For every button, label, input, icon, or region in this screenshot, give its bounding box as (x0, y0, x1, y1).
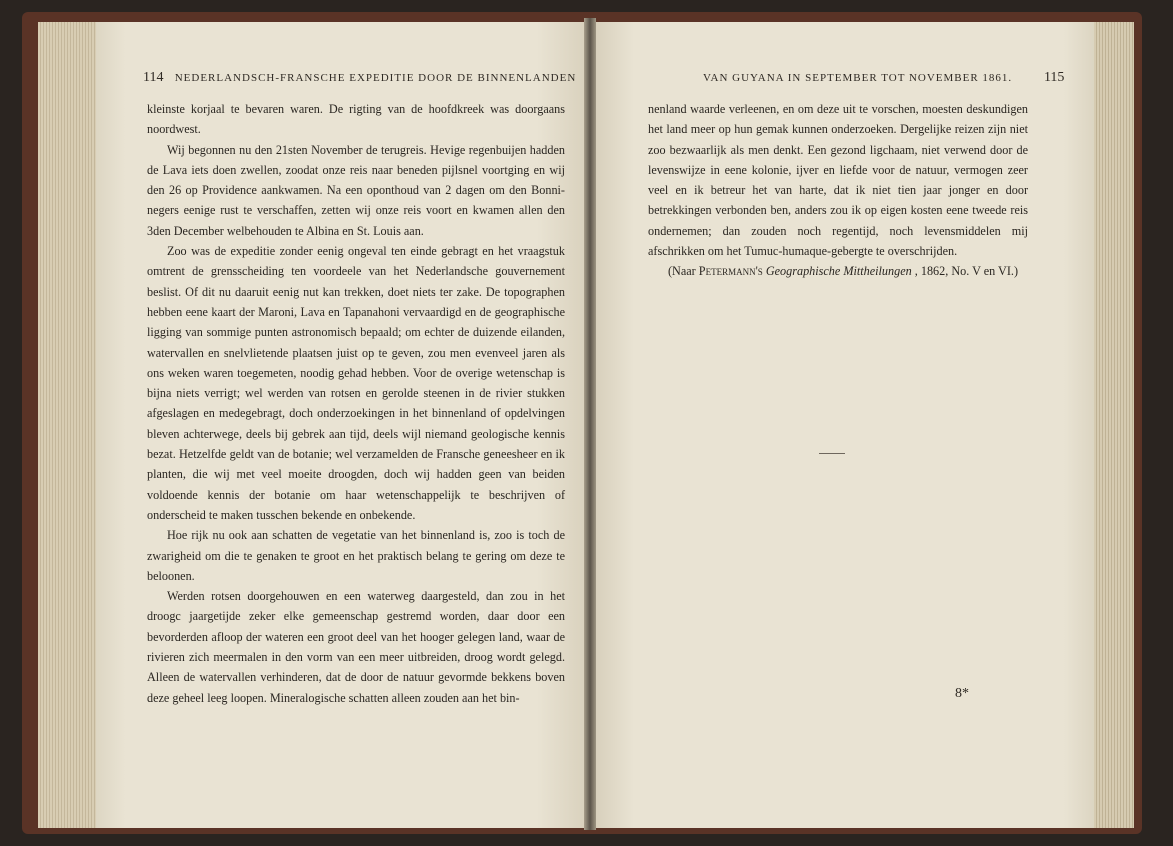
right-running-head: VAN GUYANA IN SEPTEMBER TOT NOVEMBER 1861. (703, 72, 1013, 84)
source-journal: Geographische Mittheilungen (765, 264, 912, 279)
left-page-number: 114 (143, 70, 164, 85)
left-running-head: NEDERLANDSCH-FRANSCHE EXPEDITIE DOOR DE BINNENLANDEN (174, 72, 577, 84)
right-running-header (703, 70, 1064, 86)
source-author: Petermann's (698, 264, 763, 279)
end-rule (819, 453, 845, 454)
paragraph: nenland waarde verleenen, en om deze uit te vorschen, moesten deskundigen het land meer op hun gemak kunnen onderzoeken. Dergelijke reizen zijn niet zoo bezwaarlijk als men denkt. Een gezond ligchaam, niet verwend door de levenswijze in eene kolonie, ijver en liefde voor de natuur, vermogen zeer veel en ik betreur het van harte, dat ik niet tien jaar jonger en door betrekkingen verbonden ben, anders zou ik op eigen kosten eene tweede reis ondernemen; dan zouden noch regentijd, noch levensmiddelen mij afschrikken om het Tumuc-humaque-gebergte te overschrijden. (648, 102, 1028, 259)
paragraph: Zoo was de expeditie zonder eenig ongeval ten einde gebragt en het vraagstuk omtrent de grensscheiding ten voordeele van het Nederlandsche gouvernement beslist. Of dit nu daaruit eenig nut kan trekken, doet niets ter zake. De topographen hebben eene kaart der Maroni, Lava en Tapanahoni vervaardigd en de geographische ligging van sommige punten astronomisch bepaald; om echter de duizende eilanden, watervallen en snelvlietende plaatsen juist op te geven, zou men evenveel jaren als ons weken waren toegemeten, noodig gehad hebben. Voor de overige wetenschap is bijna niets verrigt; wel werden van rotsen en gerolde steenen in de rivier stukken afgeslagen en medegebragt, doch onderzoekingen in het binnenland of opdelvingen bleven achterwege, deels bij gebrek aan tijd, deels wijl niemand geologische kennis bezat. Hetzelfde geldt van de botanie; wel verzamelden de Fransche geneesheer en ik planten, die wij met veel moeite droogden, doch wij hadden geen van beiden voldoende kennis der botanie om haar wetenschappelijk te beschrijven of onderscheid te maken tusschen bekende en onbekende. (147, 244, 565, 522)
page-edges-right (1094, 22, 1134, 828)
page-edges-left (38, 22, 100, 828)
book-gutter (584, 18, 596, 830)
paragraph: Wij begonnen nu den 21sten November de terugreis. Hevige regenbuijen hadden de Lava iets doen zwellen, zoodat onze reis naar beneden pijlsnel voortging en wij den 26 op Providence aankwamen. Na een oponthoud van 2 dagen om den Bonni-negers eenige rust te verschaffen, zetten wij onze reis voort en kwamen allen den 3den December welbehouden te Albina en St. Louis aan. (147, 142, 565, 238)
left-running-header (143, 70, 576, 86)
paragraph: Werden rotsen doorgehouwen en een waterweg daargesteld, dan zou in het droogc jaargetijde zeker elke gemeenschap gestremd worden, daar door een bevorderden afloop der wateren een groot deel van het hooger gelegen land, waar de rivieren zich meermalen in den vorm van een meer uitbreiden, droog wordt gelegd. Alleen de watervallen verhinderen, dat de door de natuur gevormde bekkens boven deze geheel leeg loopen. Mineralogische schatten alleen zouden aan het bin- (147, 589, 565, 705)
right-body-text (648, 99, 1028, 282)
left-body-text (147, 99, 565, 708)
signature-mark: 8* (955, 686, 969, 701)
paragraph: kleinste korjaal te bevaren waren. De rigting van de hoofdkreek was doorgaans noordwest. (147, 102, 565, 137)
paragraph: Hoe rijk nu ook aan schatten de vegetatie van het binnenland is, zoo is toch de zwarigheid om die te genaken te groot en het praktisch belang te gering om deze te beloonen. (147, 528, 565, 583)
right-page-number: 115 (1043, 70, 1065, 85)
source-note: (Naar Petermann's Geographische Mittheilungen , 1862, No. V en VI.) (668, 264, 1019, 279)
